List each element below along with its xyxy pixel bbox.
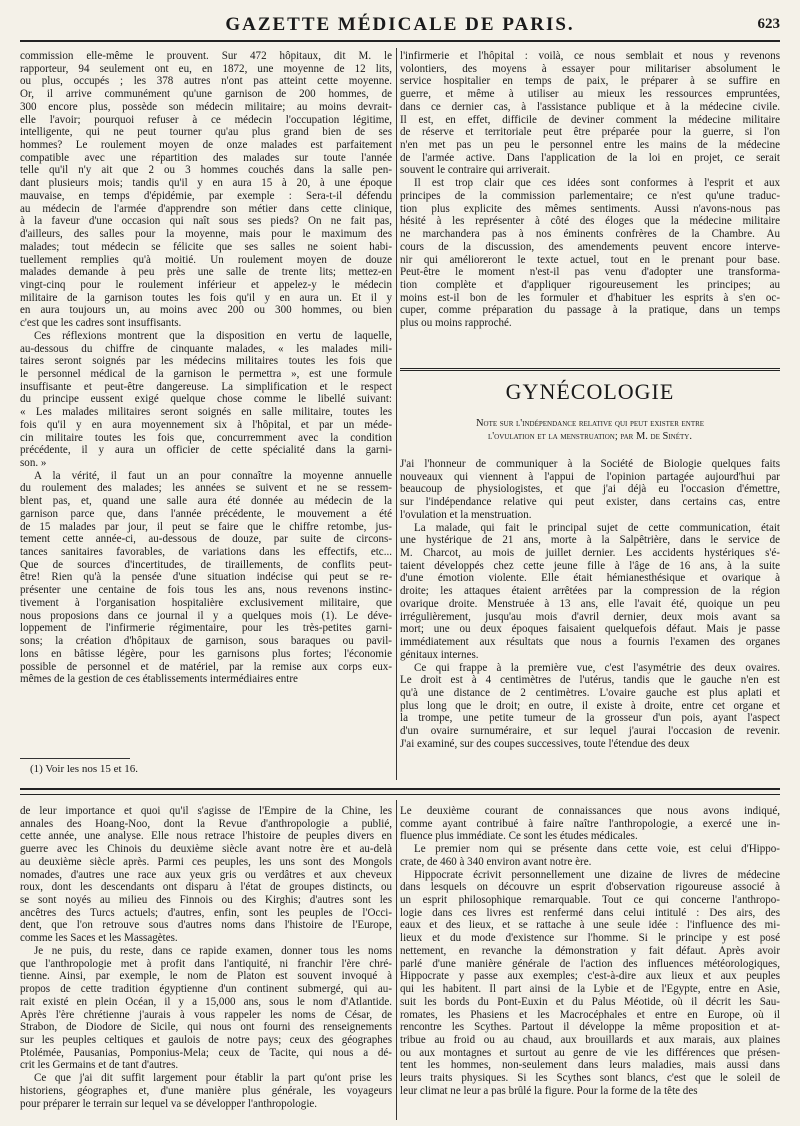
text-line: suit les bords du Pont-Euxin et du Palus Méotide, où il décrit les Sau- <box>400 995 780 1008</box>
text-line: ancêtres des Turcs actuels; d'autres, enfin, sont les peuples de l'Occi- <box>20 906 392 919</box>
text-line: La malade, qui fait le principal sujet de cette communication, était <box>414 521 780 534</box>
text-line: que l'anthropologie met à profit dans l'antiquité, ni franchir l'ère chré- <box>20 957 392 970</box>
text-line: parlé d'une manière générale de l'action des influences météorologiques, <box>400 957 780 970</box>
page-number: 623 <box>757 16 780 32</box>
text-line: l'ovulation et la menstruation. <box>400 508 532 521</box>
text-line: comme les Saces et les Massagètes. <box>20 932 178 945</box>
text-line: tent les hommes, non-seulement dans leurs maladies, mais aussi dans <box>400 1059 780 1072</box>
text-line: souvent le contraire qui arriverait. <box>400 164 550 177</box>
text-line: garnison parce que, dans l'année précédente, le mouvement a été <box>20 507 392 520</box>
text-line: Or, il arrive communément qu'une garnison de 200 hommes, de <box>20 88 392 101</box>
text-line: crate, de 460 à 340 environ avant notre ère. <box>400 855 592 868</box>
text-line: cours de la discussion, des amendements peuvent encore interve- <box>400 240 780 253</box>
text-line: lieux et du mode d'existence sur l'homme. Si le principe y est posé <box>400 932 780 945</box>
text-line: l'infirmerie et l'hôpital : voilà, ce nous semblait et nous y revenons <box>400 50 780 62</box>
text-line: commission elle-même le prouvent. Sur 472 hôpitaux, dit M. le <box>20 50 392 62</box>
text-line: comme ayant contribué à faire naître l'anthropologie, a exercé une in- <box>400 817 780 830</box>
text-line: être! Rien qu'à la pensée d'une situation indécise qui peut se re- <box>20 571 392 584</box>
text-line: rapporteur, 94 seulement ont eu, en 1872, une moyenne de 12 lits, <box>20 62 392 75</box>
horizontal-divider <box>20 788 780 795</box>
text-line: tement cette année-ci, au-dessous de douze, par suite de circons- <box>20 533 392 546</box>
text-line: dans lesquels on découvre un esprit d'observation rigoureuse associé à <box>400 881 780 894</box>
text-line: un esprit philosophique remarquable. Tout ce qui concerne l'anthropo- <box>400 894 780 907</box>
text-line: taires seront soignés par les médecins militaires toutes les fois que <box>20 355 392 368</box>
text-line: d'une émotion violente. Elle était hémianesthésique et ovarique à <box>400 572 780 585</box>
text-line: cuper, comme préparation du passage à la pratique, dans un temps <box>400 304 780 317</box>
text-line: possible de personnel et de matériel, par la remise aux corps eux- <box>20 660 392 673</box>
text-line: plus ou moins rapproché. <box>400 317 512 330</box>
text-line: logie dans ces livres est renfermé dans celui intitulé : Des airs, des <box>400 906 780 919</box>
text-line: insuffisante et peut-être dangereuse. La simplification et le respect <box>20 380 392 393</box>
text-line: nettement, en revanche la démonstration y fait défaut. Après avoir <box>400 944 780 957</box>
text-line: militaire de la garnison toutes les fois qu'il y en aura un. Et il y <box>20 291 392 304</box>
text-line: elle l'avoir; pourquoi refuser à ce médecin l'occupation légitime, <box>20 113 392 126</box>
text-line: fois qu'il y en aura moyennement six à l'hôpital, et par un méde- <box>20 418 392 431</box>
text-line: une hystérique de 21 ans, morte à la Salpêtrière, dans le service de <box>400 534 780 547</box>
text-line: roux, dont les descendants ont disparu à l'état de groupes distincts, ou <box>20 881 392 894</box>
text-line: dent, que l'on retrouve sous d'autres noms dans l'histoire de l'Europe, <box>20 919 392 932</box>
text-line: rencontre les Scythes. Partout il développe la même proposition et at- <box>400 1021 780 1034</box>
column-bottom-left <box>20 805 392 1120</box>
text-line: mort; une ou deux époques faisaient quelquefois défaut. Mais je passe <box>400 623 780 636</box>
text-line: lons en bâtisse légère, pour les garnisons plus fortes; l'économie <box>20 647 392 660</box>
column-top-right <box>400 50 780 356</box>
text-line: la trompe, une petite tumeur de la grosseur d'un pois, ayant l'aspect <box>400 712 780 725</box>
text-line: Ces réflexions montrent que la disposition en vertu de laquelle, <box>34 329 392 342</box>
text-line: « Les malades militaires seront soignés en salle militaire, toutes les <box>20 406 392 419</box>
text-line: moins est-il bon de les formuler et d'habituer les esprits à s'en oc- <box>400 291 780 304</box>
article-subtitle-line-2: l'ovulation et la menstruation; par M. de Sinéty. <box>488 430 692 442</box>
text-line: guerre, et même à utiliser au mieux les ressources empruntées, <box>400 88 780 101</box>
column-divider-bottom <box>396 800 397 1120</box>
text-line: rait existé en plein Océan, il y a 15,000 ans, sous le nom d'Atlantide. <box>20 995 392 1008</box>
text-line: Hippocrate écrivit personnellement une dizaine de livres de médecine <box>414 868 780 881</box>
text-line: Il est, en effet, difficile de deviner comment la médecine militaire <box>400 113 780 126</box>
footnote-rule <box>20 758 130 759</box>
text-line: M. Charcot, au mois de juillet dernier. Les accidents hystériques s'é- <box>400 547 780 560</box>
text-line: leur climat ne leur a pas brûlé la figure. Pour la forme de la tête des <box>400 1084 698 1097</box>
text-line: malades; tout médecin se félicite que ses salles ne soient habi- <box>20 240 392 253</box>
text-line: son. » <box>20 457 47 469</box>
text-line: vingt-cinq pour le roulement inférieur et appelez-y le médecin <box>20 278 392 291</box>
text-line: d'un ovaire surnuméraire, et sur lequel j'aurai l'occasion de revenir. <box>400 725 780 738</box>
text-line: droite; les attaques étaient arrêtées par la compression de la région <box>400 585 780 598</box>
text-line: eaux et des lieux, et se rattache à une seule idée : l'influence des mi- <box>400 919 780 932</box>
text-line: de réserve et territoriale peut être préparée pour la guerre, si l'on <box>400 126 780 139</box>
text-line: Il est trop clair que ces idées sont conformes à l'esprit et aux <box>414 177 780 190</box>
text-line: nir qui amélioreront le texte actuel, tout en le prenant pour base. <box>400 253 780 266</box>
text-line: A la vérité, il faut un an pour connaître la moyenne annuelle <box>34 469 392 482</box>
text-line: Que de sources d'incertitudes, de tiraillements, de conflits peut- <box>20 558 392 571</box>
text-line: le personnel médical de la garnison le permettra », est une formule <box>20 367 392 380</box>
text-line: Ptolémée, Pausanias, Pomponius-Mela; ceux de Tacite, qui nous a dé- <box>20 1046 392 1059</box>
text-line: mêmes de la gestion de ces établissements intermédiaires entre <box>20 673 298 686</box>
text-line: principes de la commission parlementaire; ce n'est qu'une traduc- <box>400 189 780 202</box>
text-line: compatible avec une répartition des malades sur toute l'année <box>20 151 392 164</box>
text-line: pour préparer le terrain sur lequel va se développer l'anthropologie. <box>20 1097 318 1110</box>
text-line: qu'à une distance de 2 centimètres. L'ovaire gauche est plus aplati et <box>400 686 780 699</box>
text-line: tuellement remplies qu'à moitié. Un roulement moyen de douze <box>20 253 392 266</box>
text-line: romates, les Phasiens et les Macrocéphales et entre en Europe, où il <box>400 1008 780 1021</box>
text-line: dans ce dernier cas, à l'assistance publique et à la médecine civile. <box>400 100 780 113</box>
text-line: tivement à l'organisation hospitalière exclusivement militaire, que <box>20 596 392 609</box>
text-line: fluence plus immédiate. Ce sont les études médicales. <box>400 830 638 843</box>
text-line: nouveaux qui viennent à l'appui de l'opinion partagée aujourd'hui par <box>400 470 780 483</box>
text-line: guerre avec les Chinois du deuxième siècle avant notre ère et au-delà <box>20 843 392 856</box>
text-line: Je ne puis, du reste, dans ce rapide examen, donner tous les noms <box>34 944 392 957</box>
article-subtitle <box>400 418 780 443</box>
text-line: hésité à les représenter à côté des éloges que la médecine militaire <box>400 215 780 228</box>
text-line: crit les Germains et de tant d'autres. <box>20 1059 179 1072</box>
text-line: en aura toujours un, au moins avec 200 ou 300 hommes, ou bien <box>20 304 392 317</box>
text-line: blent pas, et, quand une salle aura été donnée au médecin de la <box>20 495 392 508</box>
text-line: qui les habitent. Il part ainsi de la Lybie et de l'Egypte, entre en Asie, <box>400 983 780 996</box>
text-line: hommes? Le roulement moyen de onze malades est parfaitement <box>20 139 392 152</box>
text-line: Hippocrate y passe aux exemples; c'est-à-dire aux lieux et aux peuples <box>400 970 780 983</box>
text-line: malades demande à peu près une salle de trente lits; mettez-en <box>20 266 392 279</box>
column-divider-top <box>396 48 397 780</box>
text-line: précédente, il y aura un officier de cette spécialité dans la garni- <box>20 444 392 457</box>
text-line: volontiers, des moyens à essayer pour militariser absolument le <box>400 62 780 75</box>
text-line: J'ai l'honneur de communiquer à la Société de Biologie quelques faits <box>400 458 780 470</box>
journal-title: GAZETTE MÉDICALE DE PARIS. <box>225 14 575 35</box>
text-line: nomades, d'autres une race aux yeux gris ou verdâtres et aux cheveux <box>20 868 392 881</box>
article-subtitle-line-1: Note sur l'indépendance relative qui peut exister entre <box>475 418 705 429</box>
text-line: sur l'indépendance relative qui peut exister, dans certains cas, entre <box>400 496 780 509</box>
text-line: taient développés chez cette jeune fille à l'âge de 16 ans, à la suite <box>400 559 780 572</box>
text-line: 300 encore plus, possède son médecin militaire; au moins devrait- <box>20 100 392 113</box>
text-line: au-dessous du chiffre de cinquante malades, « les malades mili- <box>20 342 392 355</box>
page-header <box>20 14 780 42</box>
text-line: n'en met pas un peu le personnel entre les mains de la médecine <box>400 139 780 152</box>
text-line: tion complète et d'appliquer rigoureusement les principes; au <box>400 278 780 291</box>
text-line: loppement de l'infirmerie régimentaire, pour les très-petites garni- <box>20 622 392 635</box>
section-title: GYNÉCOLOGIE <box>505 379 675 404</box>
text-line: Le droit est à 4 centimètres de l'utérus, tandis que le gauche n'en est <box>400 674 780 687</box>
text-line: du roulement des malades; les années se suivent et ne se ressem- <box>20 482 392 495</box>
text-line: dant plusieurs mois; tandis qu'il y en aura 15 à 20, à une époque <box>20 177 392 190</box>
text-line: mauvaise, en temps d'épidémie, par exemple : Sera-t-il défendu <box>20 189 392 202</box>
text-line: tienne. Ainsi, par exemple, le nom de Platon est souvent invoqué à <box>20 970 392 983</box>
text-line: c'est que les cadres sont insuffisants. <box>20 317 182 330</box>
section-header-gynecologie <box>400 368 780 415</box>
text-line: ovarique droite. Menstruée à 13 ans, elle l'avait été, quoique un peu <box>400 597 780 610</box>
text-line: immédiatement aux résultats que nous a fournis l'examen des organes <box>400 636 780 649</box>
text-line: de leur importance et quoi qu'il s'agisse de l'Empire de la Chine, les <box>20 805 392 817</box>
text-line: nous proposions dans ce journal il y a quelques mois (1). Le déve- <box>20 609 392 622</box>
text-line: génitaux internes. <box>400 648 479 661</box>
text-line: telle qu'il n'y ait que 2 ou 3 hommes couchés dans la salle pen- <box>20 164 392 177</box>
text-line: Peut-être le moment n'est-il pas venu d'adopter une transforma- <box>400 266 780 279</box>
text-line: Le deuxième courant de connaissances que nous avons indiqué, <box>400 805 780 817</box>
article-body-gynecologie <box>400 458 780 782</box>
text-line: sons; la création d'hôpitaux de garnison, sous baraques ou pavil- <box>20 635 392 648</box>
text-line: de 15 malades par jour, il peut se faire que le chiffre retombe, jus- <box>20 520 392 533</box>
text-line: cin militaire toutes les fois que, concurremment avec la condition <box>20 431 392 444</box>
text-line: Ce qui frappe à la première vue, c'est l'asymétrie des deux ovaires. <box>414 661 780 674</box>
text-line: au deuxième siècle après. Parmi ces peuples, les uns sont des Mongols <box>20 855 392 868</box>
column-top-left <box>20 50 392 755</box>
text-line: d'ailleurs, des salles pour la moyenne, mais pour le maximum des <box>20 228 392 241</box>
text-line: leurs traits physiques. Si les Scythes sont blancs, c'est que le soleil de <box>400 1072 780 1085</box>
text-line: tances sanitaires favorables, de variations dans les effectifs, etc... <box>20 546 392 559</box>
footnote: (1) Voir les nos 15 et 16. <box>30 763 139 775</box>
text-line: tribue au froid ou au chaud, aux brouillards et aux marais, aux plaines <box>400 1033 780 1046</box>
text-line: historiens, géographes et, d'une manière plus générale, les voyageurs <box>20 1084 392 1097</box>
text-line: intelligente, qui ne peut tourner qu'au plus grand bien de ses <box>20 126 392 139</box>
text-line: ne marchandera pas à nos éminents confrères de la Chambre. Au <box>400 228 780 241</box>
text-line: Le premier nom qui se présente dans cette voie, est celui d'Hippo- <box>414 843 780 856</box>
text-line: du principe eussent exigé quelque chose comme le libellé suivant: <box>20 393 392 406</box>
text-line: au médecin de l'armée d'apprendre son métier dans cette clinique, <box>20 202 392 215</box>
text-line: Strabon, de Diodore de Sicile, qui nous ont fourni des renseignements <box>20 1021 392 1034</box>
column-bottom-right <box>400 805 780 1120</box>
text-line: se sont noyés au milieu des Finnois ou des Kirghis; d'autres sont les <box>20 894 392 907</box>
text-line: cette année, une analyse. Elle nous retrace l'histoire de peuples divers en <box>20 830 392 843</box>
text-line: ou aux montagnes et surtout au genre de vie les différences que présen- <box>400 1046 780 1059</box>
text-line: irrégulièrement, jusqu'au mois d'avril dernier, deux mois avant sa <box>400 610 780 623</box>
text-line: à la faveur d'une occasion qui naît sous ses pieds? On ne fait pas, <box>20 215 392 228</box>
text-line: tion plus explicite des mêmes sentiments. Aussi n'avons-nous pas <box>400 202 780 215</box>
text-line: service hospitalier en temps de paix, le préparer à se suffire en <box>400 75 780 88</box>
text-line: de l'armée active. Dans l'application de la loi en projet, ce serait <box>400 151 780 164</box>
text-line: présenter une centaine de fois tous les ans, nous revenons instinc- <box>20 584 392 597</box>
text-line: beaucoup de physiologistes, et que j'ai déjà eu l'occasion d'émettre, <box>400 483 780 496</box>
text-line: J'ai examiné, sur des coupes successives, toute l'étendue des deux <box>400 737 690 750</box>
text-line: sur les peuples celtiques et gaulois de notre pays; ceux des géographes <box>20 1033 392 1046</box>
text-line: Après l'ère chrétienne j'aurais à vous rappeler les noms de César, de <box>20 1008 392 1021</box>
text-line: propos de cette tradition égyptienne d'un continent submergé, qui au- <box>20 983 392 996</box>
text-line: plus long que le droit; en outre, il existe à droite, entre cet organe et <box>400 699 780 712</box>
text-line: annales des Hoang-Noo, dont la Revue d'anthropologie a publié, <box>20 817 392 830</box>
text-line: Ce que j'ai dit suffit largement pour établir la part qu'ont prise les <box>34 1072 392 1085</box>
text-line: ou plus, occupés ; les 378 autres n'ont pas atteint cette moyenne. <box>20 75 392 88</box>
